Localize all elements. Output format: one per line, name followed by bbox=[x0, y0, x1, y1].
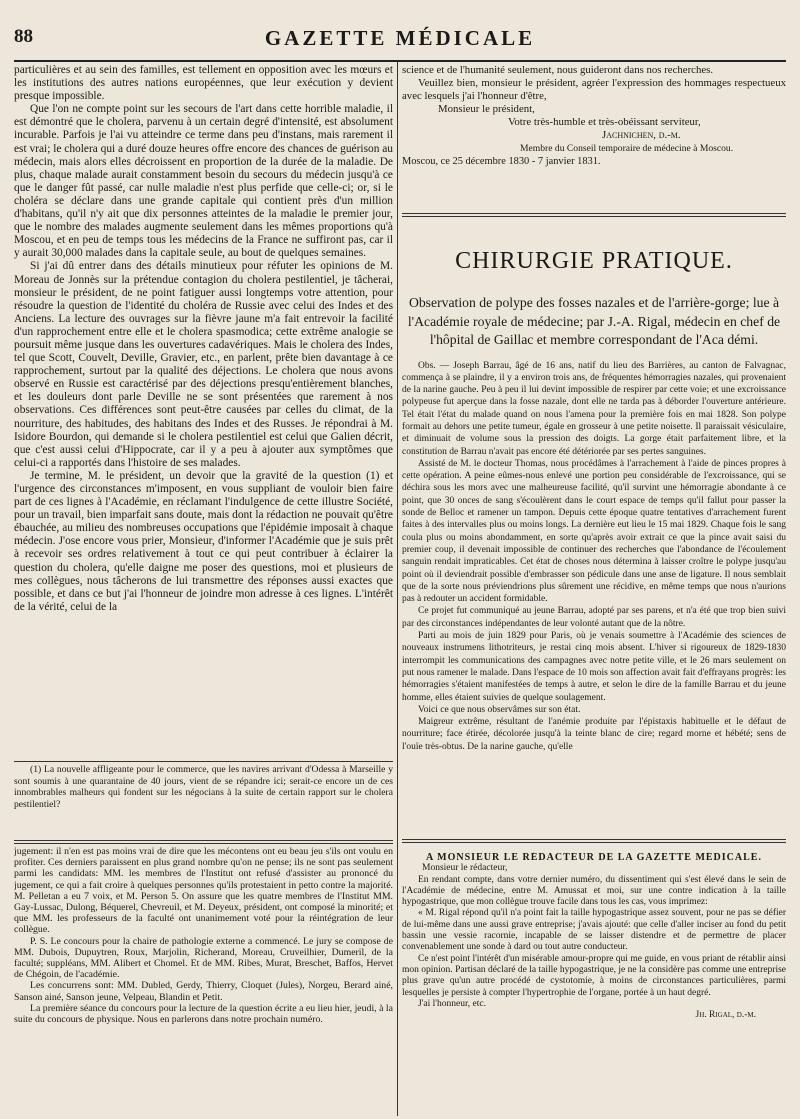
paragraph: Que l'on ne compte point sur les secours de l'art dans cette horrible maladie, il est démontré que le cholera, parvenu à un certain degré d'intensité, est absolument incurable. Parfois je l'ai vu atteindre ce terme dans peu d'instans, mais rarement il est vrai; le cholera qui a duré douze heures offre encore des chances de guérison au médecin, mais alors elles décroissent en proportion de la durée de la maladie. De plus, chaque malade aurait constamment besoin du secours du médecin jusqu'à ce que le danger fût passé, car nulle maladie n'est plus perfide que celle-ci; or, si le choléra se déclare dans une grande capitale qui contient près d'un million d'habitans, qu'il n'y ait que dix personnes atteintes de la maladie le premier jour, que le nombre des malades augmente seulement dans les mêmes proportions qu'à Moscou, et en peu de temps tous les médecins de la France ne suffiront pas, car il y aurait 30,000 malades dans la capitale seule, au bout de quelques semaines. bbox=[14, 103, 393, 260]
section-rule-double bbox=[14, 843, 393, 844]
paragraph: Maigreur extrême, résultant de l'anémie produite par l'épistaxis habituelle et le défaut de nourriture; face étirée, décolorée jusqu'à la teinte blanc de cire; regard morne et hébété; sens de l'ouïe très-obtus. De la narine gauche, qu'elle bbox=[402, 717, 786, 752]
paragraph: particulières et au sein des familles, est tellement en opposition avec les mœurs et les institutions des autres nations européennes, que leur exécution y devient presque impossible. bbox=[14, 64, 393, 103]
column-divider bbox=[397, 62, 398, 1116]
paragraph: Je termine, M. le président, un devoir que la gravité de la question (1) et l'urgence des circonstances m'imposent, en vous suppliant de vouloir bien faire part de ces lignes à l'Académie, en réclamant l'indulgence de cette illustre Société, pour un travail, bien imparfait sans doute, mais dont la rédaction ne pouvait qu'être ébauchée, au milieu des nombreuses occupations que l'épidémie imposait à chaque médecin. J'ose encore vous prier, Monsieur, d'informer l'Académie que je suis prêt à recevoir ses ordres relativement à tout ce qui peut contribuer à éclairer la question du cholera, qu'elle daigne me poser des questions, moi et plusieurs de mes collègues, nous tâcherons de lui transmettre des réponses aussi exactes que possible, et dans ce but j'ai l'honneur de joindre mon adresse à ces lignes. L'intérêt de la vérité, celui de la bbox=[14, 469, 393, 613]
left-column-news bbox=[14, 846, 393, 1114]
footnote-rule bbox=[14, 761, 393, 762]
footnote bbox=[14, 764, 393, 838]
page-header bbox=[14, 22, 786, 52]
section-title: CHIRURGIE PRATIQUE. bbox=[455, 248, 733, 274]
section-rule-double bbox=[402, 842, 786, 843]
letter-signature: Jh. Rigal, d.-m. bbox=[695, 1010, 756, 1021]
paragraph: Parti au mois de juin 1829 pour Paris, où je venais soumettre à l'Académie des sciences de nouveaux instrumens lithotriteurs, je restai cinq mois absent. L'hiver si rigoureux de 1829-1830 interrompit les communications des campagnes avec notre petite ville, et le 26 mars seulement on put nous ramener le malade. Dans l'espace de 10 mois son affection avait fait d'effrayans progrès: les hémorragies s'étaient manifestées de temps à autre, et selon le dire de la famille Barrau et du jeune homme, elles étaient suivies de quelque soulagement. bbox=[402, 631, 786, 703]
paragraph: Assisté de M. le docteur Thomas, nous procédâmes à l'arrachement à l'aide de pinces propres à cette opération. A peine eûmes-nous enlevé une portion peu considérable de l'excroissance, qui se déchira sous les mors avec une malheureuse facilité, qu'il survint une hémorragie abondante à ce point, que 30 onces de sang s'écoulèrent dans le court espace de temps qu'il fallut pour passer la sonde de Belloc et ramener un tampon. Depuis cette époque quatre tentatives d'arrachement furent faites à des intervalles plus ou moins longs. La dernière eut lieu le 15 mai 1829. Chaque fois le sang coula plus ou moins abondamment, en sorte qu'après avoir extrait ce que la pince avait saisi du premier coup, il devenait impossible de continuer des recherches que l'abondance de l'écoulement sanguin rendait impraticables. Cet état de choses nous détermina à laisser croître le polype jusqu'au point où il deviendrait possible d'embrasser son pédicule dans une anse de ligature. Il nous semblait que de la sorte nous préviendrions plus sûrement une récidive, en même temps que nous n'aurions pas à redouter un accident formidable. bbox=[402, 458, 786, 605]
section-rule bbox=[402, 213, 786, 214]
signature: Jachnichen, d.-m. bbox=[602, 129, 681, 141]
surgery-article bbox=[402, 294, 786, 836]
letter-closing bbox=[402, 64, 786, 204]
letter-to-editor bbox=[402, 852, 786, 1116]
section-rule bbox=[14, 840, 393, 841]
paragraph: J'ai l'honneur, etc. bbox=[418, 998, 486, 1009]
paragraph: Ce n'est point l'intérêt d'un misérable amour-propre qui me guide, en vous priant de rétablir ainsi mon opinion. Partisan déclaré de la taille hypogastrique, je ne la considère pas comme une entreprise plus grave qu'un autre procédé de cystotomie, à moins de circonstances particulières, parmi lesquelles je persiste à compter l'hypertrophie de l'organe, portée à un haut degré. bbox=[402, 953, 786, 998]
section-rule-double bbox=[402, 216, 786, 217]
affiliation: Membre du Conseil temporaire de médecine à Moscou. bbox=[520, 143, 734, 154]
paragraph: En rendant compte, dans votre dernier numéro, du dissentiment qui s'est élevé dans le sein de l'Académie de médecine, entre M. Amussat et moi, sur une contre indication à la taille hypogastrique, que mon collègue trouve facile dans tous les cas, vous imprimez: bbox=[402, 874, 786, 908]
salutation: Monsieur le président, bbox=[438, 103, 535, 115]
paragraph: La première séance du concours pour la lecture de la question écrite a eu lieu hier, jeudi, à la suite du concours de physique. Nous en parlerons dans notre prochain numéro. bbox=[14, 1002, 393, 1026]
paragraph: Voici ce que nous observâmes sur son état. bbox=[418, 704, 581, 715]
paragraph: jugement: il n'en est pas moins vrai de dire que les mécontens ont eu beau jeu s'ils ont voulu en profiter. Ces derniers paraissent en plus grand nombre qu'on ne pense; ils ne sont pas seulement parmi les candidats: MM. les membres de l'Institut ont refusé d'assister au prononcé du jugement, ce qui a fait croire à quelques personnes qu'ils protestaient in petto contre la majorité. M. Pelletan a eu 7 voix, et M. Person 5. On assure que les quatre membres de l'Institut MM. Gay-Lussac, Dulong, Béquerel, Chevreuil, et M. Deyeux, président, ont composé la minorité; et que MM. les professeurs de la faculté ont unanimement voté pour la réintégration de leur collègue. bbox=[14, 846, 393, 936]
paragraph: Ce projet fut communiqué au jeune Barrau, adopté par ses parens, et n'a été que trop bien suivi par des circonstances indépendantes de leur volonté autant que de la nôtre. bbox=[402, 606, 786, 629]
paragraph: Si j'ai dû entrer dans des détails minutieux pour réfuter les opinions de M. Moreau de Jonnès sur la prétendue contagion du cholera pestilentiel, je tâcherai, monsieur le président, de ne point fatiguer aussi longtemps votre attention, pour résoudre la question de l'identité du choléra de Russie avec celui des Indes et des Anciens. La lecture des ouvrages sur la fièvre jaune m'a fait entrevoir la facilité d'un rapprochement entre elle et le cholera spasmodica; cette extrême analogie se poursuit même jusque dans les ouvertures cadavériques. Mais le cholera des Indes, tel que Scott, Couvelt, Deville, Gravier, etc., en parlent, prête bien davantage à ce rapprochement, surtout par la qualité des déjections. Le cholera que nous avons observé en Russie est caractérisé par des déjections presqu'entièrement blanches, et les douleurs dont parle Deville ne se sont présentées que rarement à nos observations. Ces différences sont peut-être causées par celles du climat, de la nourriture, des habitudes, des habitans des Indes et des Russes. Je répondrai à M. Isidore Bourdon, qui demande si le cholera pestilentiel est celui que Galien décrit, que c'est aussi celui d'Hippocrate, car il y a peu à ajouter aux symptômes que celui-ci a rapportés dans l'histoire de ses malades. bbox=[14, 260, 393, 469]
paragraph: science et de l'humanité seulement, nous guideront dans nos recherches. bbox=[402, 64, 714, 76]
article-title: Observation de polype des fosses nazales et de l'arrière-gorge; lue à l'Académie royale de médecine; par J.-A. Rigal, médecin en chef de l'hôpital de Gaillac et membre correspondant de l'Aca démi. bbox=[407, 295, 781, 347]
left-column-article bbox=[14, 64, 393, 760]
paragraph: « M. Rigal répond qu'il n'a point fait la taille hypogastrique assez souvent, pour ne pas se défier de lui-même dans une aussi grave entreprise; j'avais ajouté: que celle d'aller inciser au fond du petit bassin une vessie racornie, incapable de se laisser distendre et de permettre de placer convenablement une sonde à dard ou tout autre conducteur. bbox=[402, 908, 786, 953]
section-rule bbox=[402, 839, 786, 840]
paragraph: Obs. — Joseph Barrau, âgé de 16 ans, natif du lieu des Barrières, au canton de Falvagnac, commença à se plaindre, il y a environ trois ans, de fréquentes hémorragies nazales, qui provenaient de la narine gauche. Peu à peu il lui devint impossible de respirer par cette voie; et une excroissance polypeuse fut aperçue dans la fosse nazale, dont elle ne tarda pas à déborder l'ouverture antérieure. Tel était l'état du malade quand on nous l'amena pour la première fois en mai 1828. Son polype formait au dehors une petite tumeur, égale en grosseur à une petite noisette. Il paraissait vésiculaire, et diminuait de volume sous la pression des doigts. La gorge était parfaitement libre, et la constitution de Barrau n'avait pas encore été détériorée par ses pertes sanguines. bbox=[402, 360, 786, 457]
journal-title: GAZETTE MÉDICALE bbox=[264, 26, 536, 50]
paragraph: Veuillez bien, monsieur le président, agréer l'expression des hommages respectueux avec lesquels j'ai l'honneur d'être, bbox=[402, 77, 786, 102]
header-rule bbox=[14, 60, 786, 62]
closing-formula: Votre très-humble et très-obéissant serviteur, bbox=[508, 116, 701, 128]
paragraph: P. S. Le concours pour la chaire de pathologie externe a commencé. Le jury se compose de MM. Dubois, Dupuytren, Roux, Marjolin, Richerand, Moreau, Cruveilhier, Dumeril, de la faculté; suppléans, MM. Alibert et Chomel. Et de MM. Ribes, Murat, Breschet, Baffos, Hervet de Chégoin, de l'académie. bbox=[14, 935, 393, 981]
letter-salutation: Monsieur le rédacteur, bbox=[422, 863, 508, 874]
footnote-text: (1) La nouvelle affligeante pour le commerce, que les navires arrivant d'Odessa à Marseille y sont soumis à une quarantaine de 40 jours, vient de se répandre ici; serait-ce encore un de ces innombrables malheurs qui fondent sur les négocians à la suite de certain rapport sur le cholera pestilentiel? bbox=[14, 764, 393, 810]
article-body bbox=[402, 360, 786, 754]
paragraph: Les concurrens sont: MM. Dubled, Gerdy, Thierry, Cloquet (Jules), Norgeu, Berard ainé, Sanson ainé, Sanson jeune, Velpeau, Blandin et Petit. bbox=[14, 980, 393, 1003]
letter-heading: A MONSIEUR LE RÉDACTEUR DE LA GAZETTE MÉDICALE. bbox=[426, 852, 762, 863]
page-number: 88 bbox=[14, 26, 33, 47]
dateline: Moscou, ce 25 décembre 1830 - 7 janvier 1831. bbox=[402, 156, 601, 167]
